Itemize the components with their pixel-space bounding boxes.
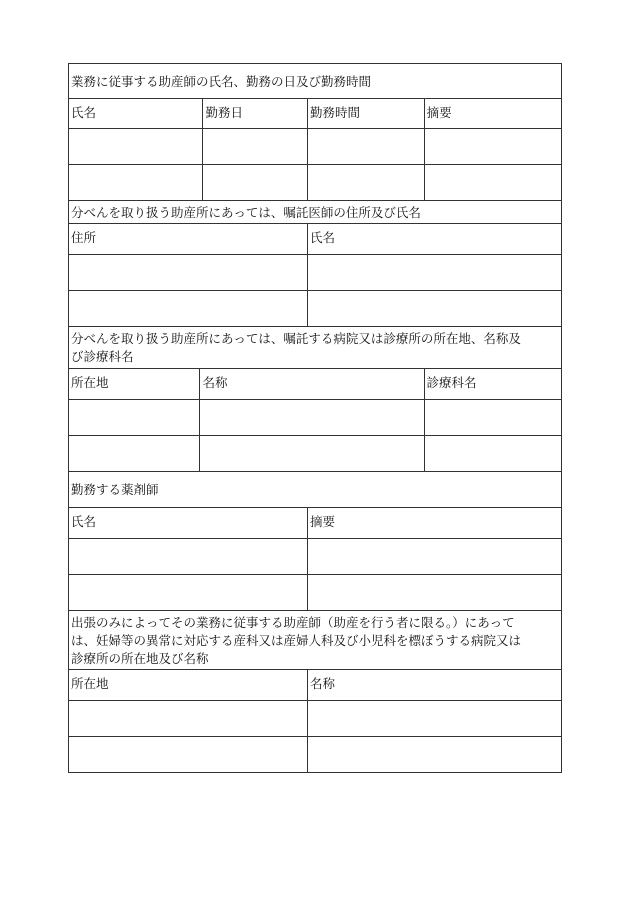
- section-3-title-line: 分べんを取り扱う助産所にあっては、嘱託する病院又は診療所の所在地、名称及: [71, 331, 521, 346]
- section-4-title: 勤務する薬剤師: [68, 472, 562, 508]
- section-3-header-row: [68, 369, 562, 400]
- section-5-header-row: [68, 670, 562, 701]
- entry-cell[interactable]: [203, 165, 308, 200]
- section-2-header-row: [68, 224, 562, 255]
- entry-cell[interactable]: [69, 539, 308, 574]
- entry-cell[interactable]: [308, 701, 561, 736]
- section-5-title-line: は、妊婦等の異常に対応する産科又は産婦人科及び小児科を標ぼうする病院又は: [71, 633, 522, 648]
- column-header: 摘要: [310, 514, 336, 529]
- entry-cell[interactable]: [69, 701, 308, 736]
- column-header: 氏名: [69, 99, 203, 128]
- entry-cell[interactable]: [69, 291, 308, 326]
- entry-cell[interactable]: [69, 165, 203, 200]
- entry-cell[interactable]: [425, 436, 561, 471]
- column-header: 名称: [310, 676, 336, 691]
- entry-cell[interactable]: [308, 737, 561, 772]
- section-2-title: 分べんを取り扱う助産所にあっては、嘱託医師の住所及び氏名: [68, 201, 562, 224]
- table-row: [68, 436, 562, 472]
- entry-cell[interactable]: [200, 436, 424, 471]
- entry-cell[interactable]: [200, 400, 424, 435]
- section-5-title: [68, 611, 562, 670]
- section-1-title: 業務に従事する助産師の氏名、勤務の日及び勤務時間: [68, 63, 562, 99]
- table-row: [68, 539, 562, 575]
- table-row: [68, 165, 562, 201]
- entry-cell[interactable]: [69, 400, 200, 435]
- entry-cell[interactable]: [308, 575, 561, 610]
- entry-cell[interactable]: [308, 129, 425, 164]
- entry-cell[interactable]: [69, 129, 203, 164]
- column-header: 所在地: [69, 670, 308, 700]
- registration-form: [68, 63, 562, 773]
- column-header: 所在地: [69, 369, 200, 399]
- table-row: [68, 737, 562, 773]
- entry-cell[interactable]: [308, 255, 561, 290]
- table-row: [68, 701, 562, 737]
- section-4-header-row: [68, 508, 562, 539]
- entry-cell[interactable]: [308, 165, 425, 200]
- column-header: 勤務時間: [308, 99, 425, 128]
- entry-cell[interactable]: [308, 291, 561, 326]
- entry-cell[interactable]: [69, 575, 308, 610]
- section-1-header-row: [68, 99, 562, 129]
- entry-cell[interactable]: [69, 737, 308, 772]
- entry-cell[interactable]: [69, 436, 200, 471]
- entry-cell[interactable]: [308, 539, 561, 574]
- column-header: 名称: [200, 369, 424, 399]
- section-5-title-line: 出張のみによってその業務に従事する助産師（助産を行う者に限る。）にあって: [71, 615, 515, 630]
- entry-cell[interactable]: [425, 165, 561, 200]
- column-header: 氏名: [310, 230, 336, 245]
- entry-cell[interactable]: [69, 255, 308, 290]
- column-header: 摘要: [426, 105, 452, 120]
- table-row: [68, 129, 562, 165]
- section-3-title: [68, 327, 562, 369]
- entry-cell[interactable]: [425, 129, 561, 164]
- table-row: [68, 575, 562, 611]
- column-header: 住所: [69, 224, 308, 254]
- table-row: [68, 291, 562, 327]
- column-header: 氏名: [69, 508, 308, 538]
- column-header: 勤務日: [203, 99, 308, 128]
- section-3-title-line: び診療科名: [71, 349, 134, 364]
- section-5-title-line: 診療所の所在地及び名称: [71, 651, 209, 666]
- table-row: [68, 400, 562, 436]
- column-header: 診療科名: [426, 375, 477, 390]
- entry-cell[interactable]: [203, 129, 308, 164]
- entry-cell[interactable]: [425, 400, 561, 435]
- table-row: [68, 255, 562, 291]
